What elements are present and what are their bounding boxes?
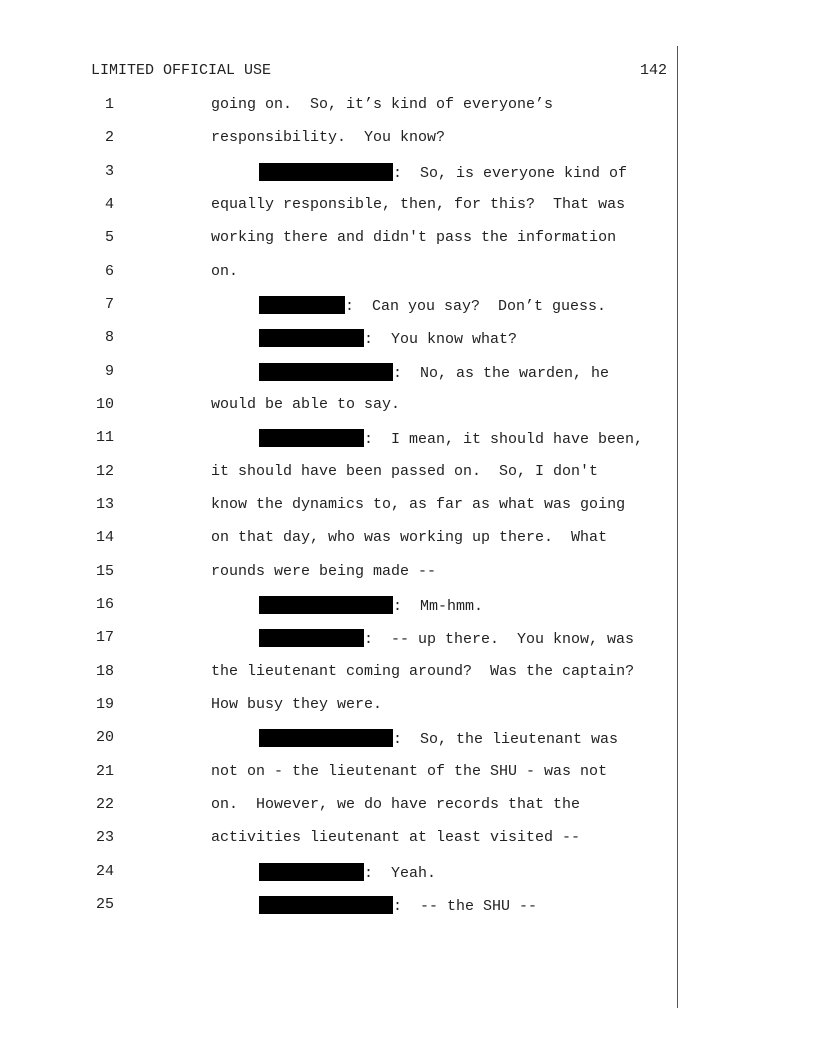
line-text: : I mean, it should have been,: [364, 431, 644, 448]
line-number: 7: [104, 296, 114, 313]
line-text: responsibility. You know?: [211, 129, 446, 146]
transcript-line: [0, 496, 816, 516]
line-number: 12: [95, 463, 114, 480]
line-number: 4: [104, 196, 114, 213]
line-number: 6: [104, 263, 114, 280]
transcript-line: [0, 463, 816, 483]
transcript-line: [0, 763, 816, 783]
page-number: 142: [639, 62, 667, 79]
line-number: 1: [104, 96, 114, 113]
line-text: would be able to say.: [211, 396, 401, 413]
transcript-line: [0, 196, 816, 216]
line-text: not on - the lieutenant of the SHU - was not: [211, 763, 608, 780]
line-text: How busy they were.: [211, 696, 383, 713]
line-number: 8: [104, 329, 114, 346]
line-text: rounds were being made --: [211, 563, 437, 580]
line-text: going on. So, it’s kind of everyone’s: [211, 96, 554, 113]
line-number: 13: [95, 496, 114, 513]
redacted-speaker-name: [259, 863, 364, 881]
line-number: 11: [95, 429, 114, 446]
transcript-line: [0, 563, 816, 583]
transcript-line: [0, 296, 816, 316]
redacted-speaker-name: [259, 329, 364, 347]
transcript-line: [0, 896, 816, 916]
line-text: : You know what?: [364, 331, 518, 348]
line-number: 2: [104, 129, 114, 146]
transcript-line: [0, 696, 816, 716]
redacted-speaker-name: [259, 896, 393, 914]
line-number: 17: [95, 629, 114, 646]
line-number: 21: [95, 763, 114, 780]
line-text: : Yeah.: [364, 865, 437, 882]
redacted-speaker-name: [259, 429, 364, 447]
redacted-speaker-name: [259, 163, 393, 181]
line-number: 15: [95, 563, 114, 580]
transcript-line: [0, 863, 816, 883]
redacted-speaker-name: [259, 363, 393, 381]
line-text: : So, the lieutenant was: [393, 731, 619, 748]
transcript-line: [0, 629, 816, 649]
transcript-line: [0, 663, 816, 683]
line-text: : -- the SHU --: [393, 898, 538, 915]
line-number: 22: [95, 796, 114, 813]
transcript-line: [0, 129, 816, 149]
line-text: it should have been passed on. So, I don't: [211, 463, 599, 480]
redacted-speaker-name: [259, 629, 364, 647]
line-text: equally responsible, then, for this? That was: [211, 196, 626, 213]
classification-header: LIMITED OFFICIAL USE: [91, 62, 272, 79]
line-number: 3: [104, 163, 114, 180]
line-text: : No, as the warden, he: [393, 365, 610, 382]
line-number: 14: [95, 529, 114, 546]
redacted-speaker-name: [259, 596, 393, 614]
transcript-line: [0, 229, 816, 249]
line-text: know the dynamics to, as far as what was going: [211, 496, 626, 513]
line-number: 10: [95, 396, 114, 413]
line-text: the lieutenant coming around? Was the captain?: [211, 663, 635, 680]
transcript-line: [0, 796, 816, 816]
line-text: on. However, we do have records that the: [211, 796, 581, 813]
line-text: on that day, who was working up there. What: [211, 529, 608, 546]
transcript-line: [0, 396, 816, 416]
transcript-line: [0, 596, 816, 616]
line-number: 9: [104, 363, 114, 380]
transcript-line: [0, 363, 816, 383]
redacted-speaker-name: [259, 296, 345, 314]
line-text: working there and didn't pass the information: [211, 229, 617, 246]
line-text: on.: [211, 263, 239, 280]
line-number: 20: [95, 729, 114, 746]
transcript-line: [0, 329, 816, 349]
line-number: 25: [95, 896, 114, 913]
redacted-speaker-name: [259, 729, 393, 747]
line-text: : Can you say? Don’t guess.: [345, 298, 607, 315]
transcript-line: [0, 429, 816, 449]
line-number: 16: [95, 596, 114, 613]
line-number: 24: [95, 863, 114, 880]
line-text: activities lieutenant at least visited --: [211, 829, 581, 846]
line-text: : Mm-hmm.: [393, 598, 484, 615]
transcript-line: [0, 263, 816, 283]
line-number: 19: [95, 696, 114, 713]
transcript-line: [0, 163, 816, 183]
line-text: : -- up there. You know, was: [364, 631, 635, 648]
transcript-line: [0, 729, 816, 749]
transcript-line: [0, 529, 816, 549]
transcript-line: [0, 829, 816, 849]
transcript-line: [0, 96, 816, 116]
line-text: : So, is everyone kind of: [393, 165, 628, 182]
line-number: 5: [104, 229, 114, 246]
line-number: 23: [95, 829, 114, 846]
line-number: 18: [95, 663, 114, 680]
